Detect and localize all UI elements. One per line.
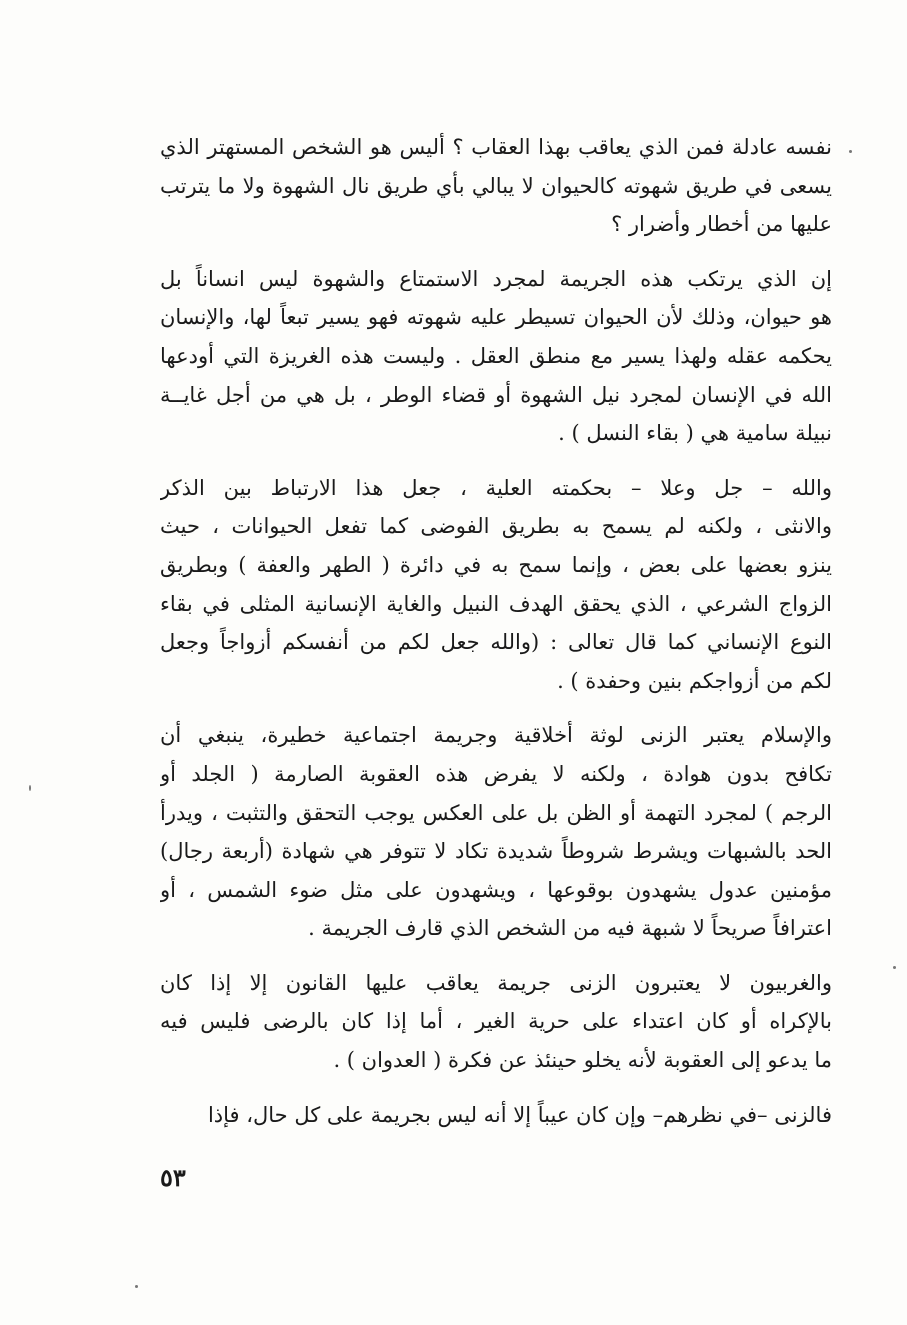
text-line: والله – جل وعلا – بحكمته العلية ، جعل هذا الارتباط بين الذكر bbox=[160, 475, 832, 500]
paragraph bbox=[160, 1096, 832, 1135]
text-line: لكم من أزواجكم بنين وحفدة ) . bbox=[557, 668, 832, 693]
text-line: ينزو بعضها على بعض ، وإنما سمح به في دائرة ( الطهر والعفة ) وبطريق bbox=[160, 552, 832, 577]
scan-speck bbox=[29, 785, 31, 791]
text-line: والغربيون لا يعتبرون الزنى جريمة يعاقب عليها القانون إلا إذا كان bbox=[160, 970, 832, 995]
text-line: نفسه عادلة فمن الذي يعاقب بهذا العقاب ؟ أليس هو الشخص المستهتر الذي bbox=[160, 135, 832, 159]
text-line: مؤمنين عدول يشهدون بوقوعها ، ويشهدون على مثل ضوء الشمس ، أو bbox=[160, 877, 832, 902]
paragraph bbox=[160, 964, 832, 1080]
paragraph bbox=[160, 260, 832, 453]
text-line: والإسلام يعتبر الزنى لوثة أخلاقية وجريمة اجتماعية خطيرة، ينبغي أن bbox=[160, 723, 832, 748]
text-line: نبيلة سامية هي ( بقاء النسل ) . bbox=[558, 421, 832, 446]
scan-speck bbox=[135, 1285, 138, 1288]
paragraph bbox=[160, 128, 832, 244]
text-line: فالزنى –في نظرهم– وإن كان عيباً إلا أنه ليس بجريمة على كل حال، فإذا bbox=[207, 1102, 832, 1127]
text-line: الرجم ) لمجرد التهمة أو الظن بل على العكس يوجب التحقق والتثبت ، ويدرأ bbox=[160, 800, 832, 825]
text-line: تكافح بدون هوادة ، ولكنه لا يفرض هذه العقوبة الصارمة ( الجلد أو bbox=[160, 761, 832, 786]
page-number: ٥٣ bbox=[160, 1163, 186, 1192]
scan-speck bbox=[849, 150, 852, 153]
scan-speck bbox=[893, 966, 896, 969]
text-line: بالإكراه أو كان اعتداء على حرية الغير ، أما إذا كان بالرضى فليس فيه bbox=[160, 1009, 832, 1034]
body-text bbox=[160, 128, 832, 1150]
text-line: اعترافاً صريحاً لا شبهة فيه من الشخص الذي قارف الجريمة . bbox=[308, 916, 832, 941]
text-line: الزواج الشرعي ، الذي يحقق الهدف النبيل والغاية الإنسانية المثلى في بقاء bbox=[160, 591, 832, 616]
text-line: الحد بالشبهات ويشرط شروطاً شديدة تكاد لا تتوفر هي شهادة (أربعة رجال) bbox=[160, 839, 832, 864]
text-line: الله في الإنسان لمجرد نيل الشهوة أو قضاء الوطر ، بل هي من أجل غايــة bbox=[160, 382, 832, 407]
paragraph bbox=[160, 469, 832, 701]
text-line: ما يدعو إلى العقوبة لأنه يخلو حينئذ عن فكرة ( العدوان ) . bbox=[333, 1048, 832, 1073]
text-line: إن الذي يرتكب هذه الجريمة لمجرد الاستمتاع والشهوة ليس انساناً بل bbox=[160, 266, 832, 291]
text-line: هو حيوان، وذلك لأن الحيوان تسيطر عليه شهوته فهو يسير تبعاً لها، والإنسان bbox=[160, 305, 832, 330]
text-line: عليها من أخطار وأضرار ؟ bbox=[611, 212, 832, 237]
text-line: يحكمه عقله ولهذا يسير مع منطق العقل . وليست هذه الغريزة التي أودعها bbox=[160, 343, 832, 368]
text-line: والانثى ، ولكنه لم يسمح به بطريق الفوضى كما تفعل الحيوانات ، حيث bbox=[160, 514, 832, 539]
text-line: يسعى في طريق شهوته كالحيوان لا يبالي بأي طريق نال الشهوة ولا ما يترتب bbox=[160, 173, 832, 198]
text-line: النوع الإنساني كما قال تعالى : (والله جعل لكم من أنفسكم أزواجاً وجعل bbox=[160, 630, 832, 655]
paragraph bbox=[160, 716, 832, 948]
